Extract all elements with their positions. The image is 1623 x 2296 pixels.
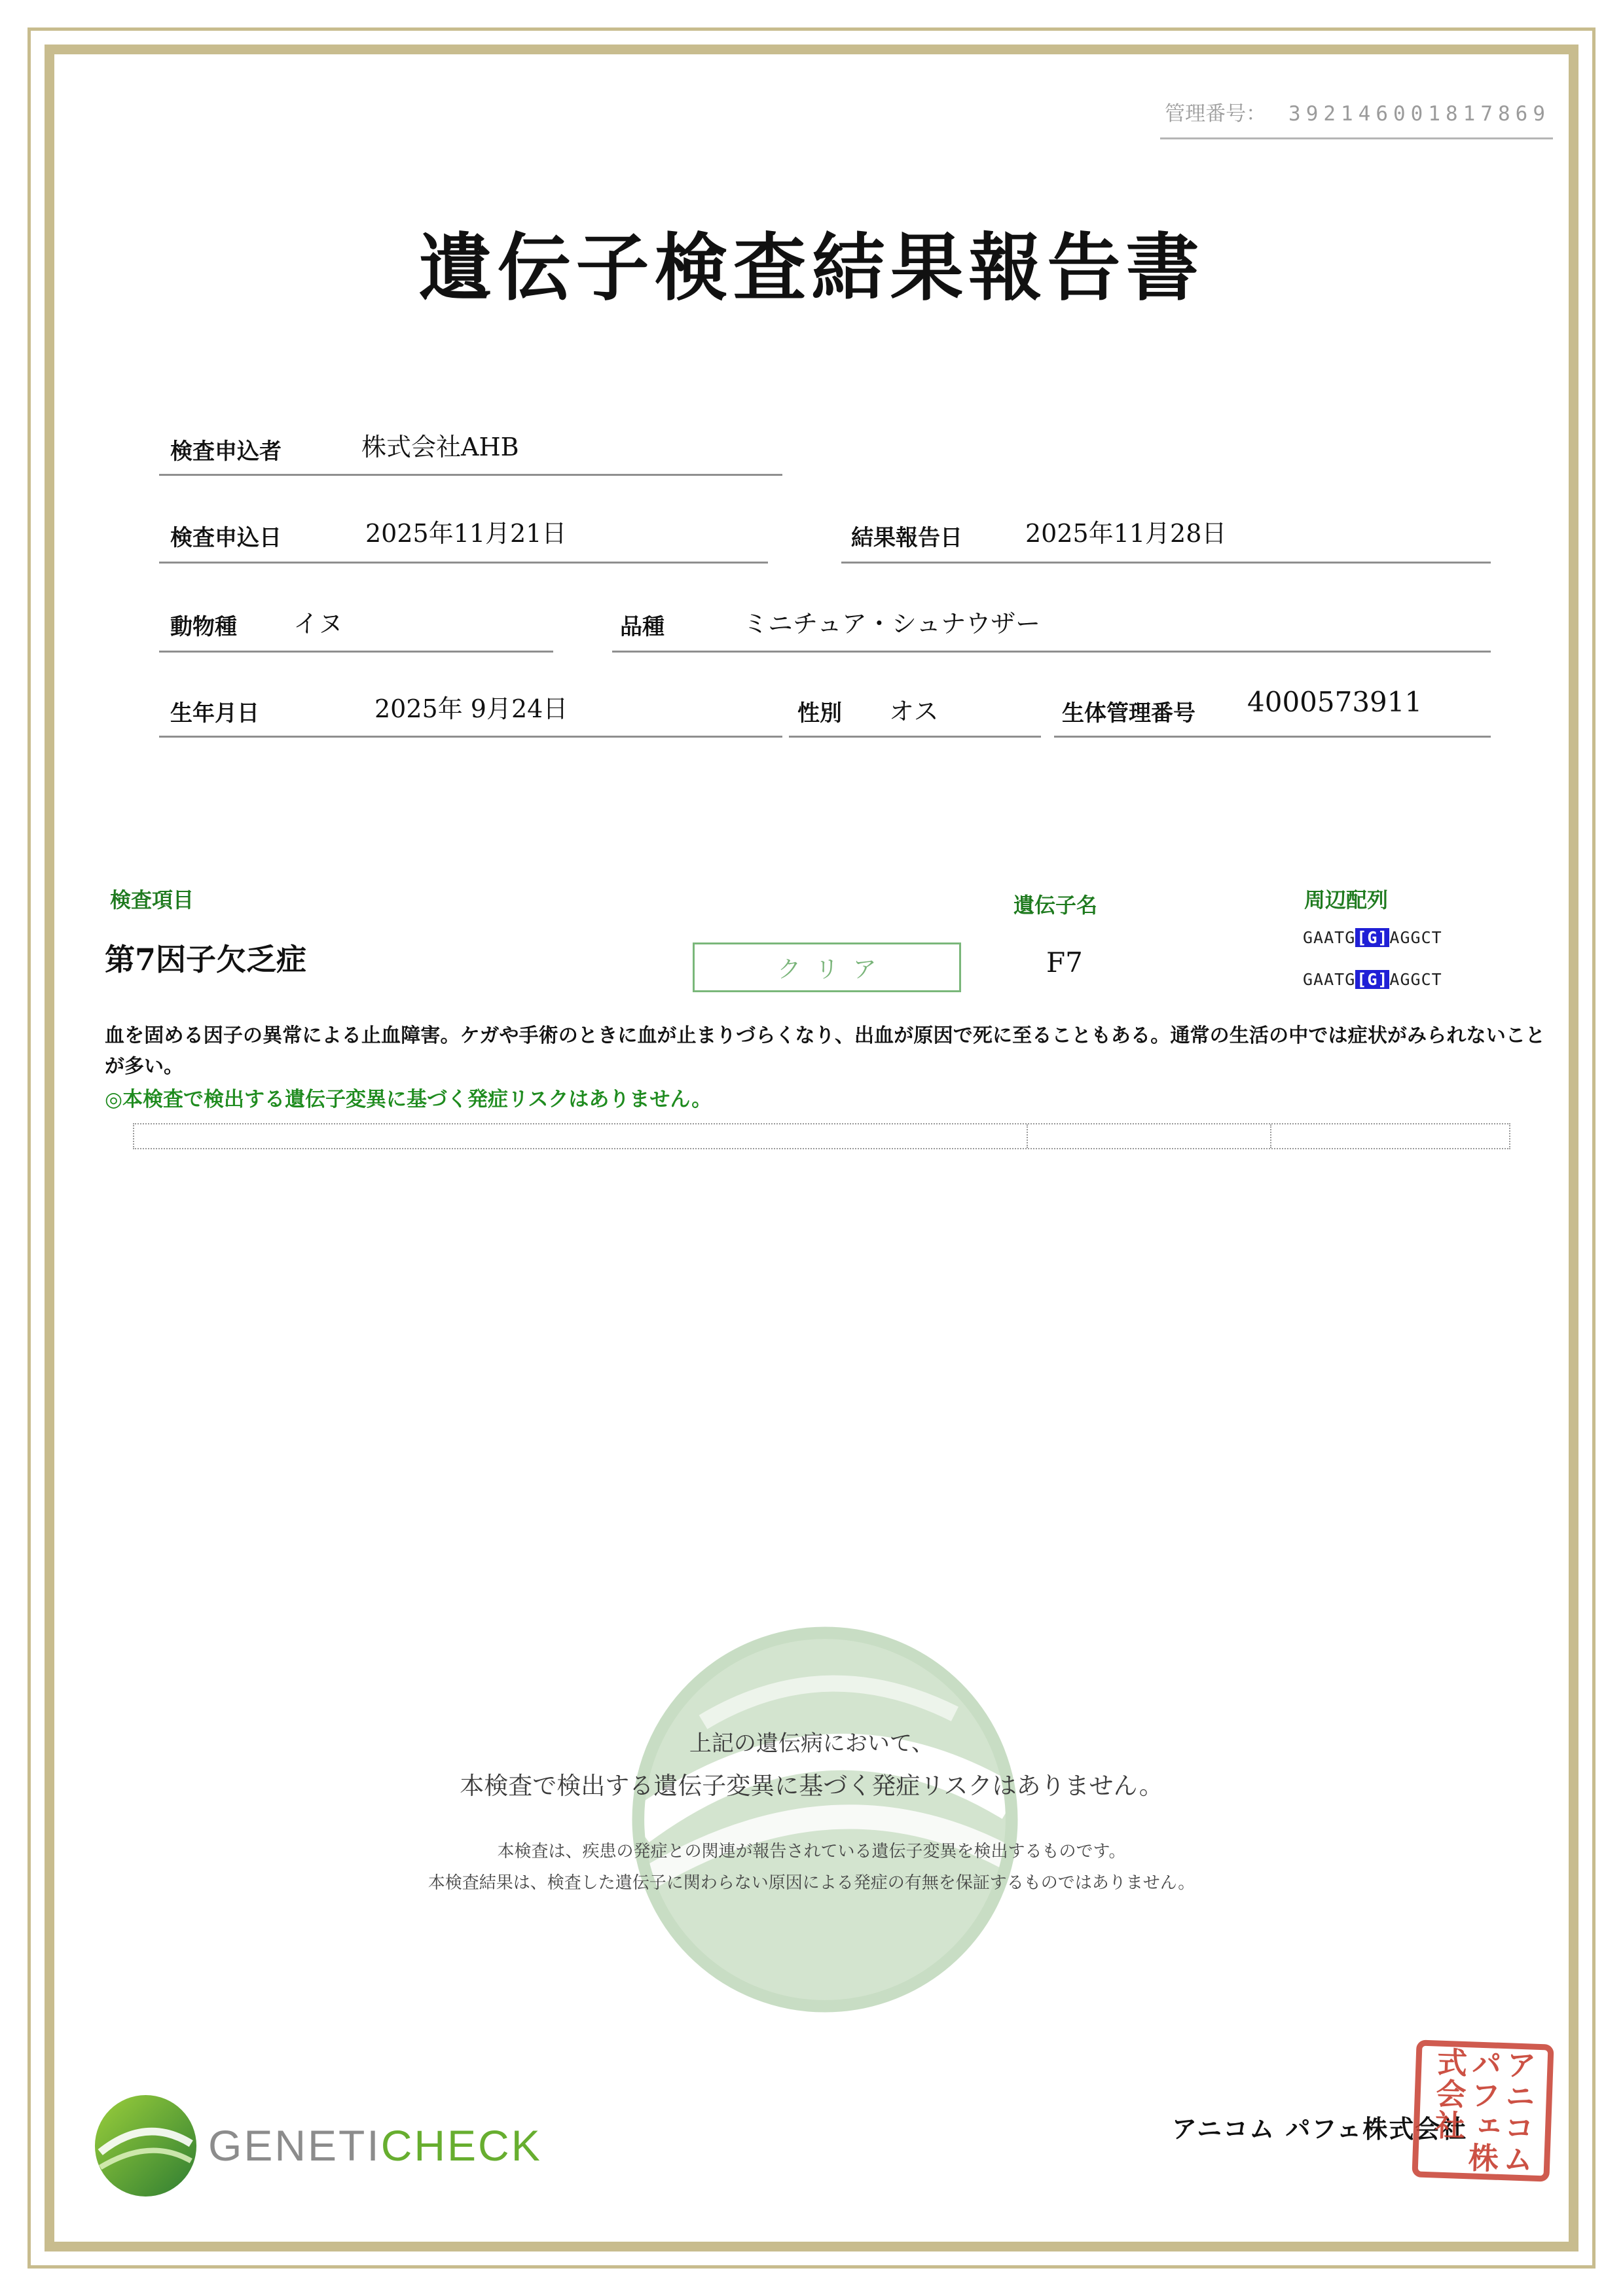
gene-name-value: F7: [1046, 946, 1083, 978]
gene-name-header: 遺伝子名: [1013, 893, 1098, 918]
management-number-row: [0, 97, 1550, 126]
test-item-header: 検査項目: [110, 888, 194, 912]
species-label: 動物種: [170, 614, 237, 640]
species-underline: [159, 651, 553, 653]
animal-id-underline: [1054, 736, 1491, 738]
management-number-value: 392146001817869: [1288, 102, 1550, 126]
dotted-divider: [1027, 1124, 1028, 1148]
disease-description: 血を固める因子の異常による止血障害。ケガや手術のときに血が止まりづらくなり、出血が原因で死に至ることもある。通常の生活の中では症状がみられないことが多い。: [105, 1024, 1545, 1078]
status-badge: [693, 942, 961, 992]
summary-line-2: 本検査で検出する遺伝子変異に基づく発症リスクはありません。: [460, 1772, 1163, 1799]
apply-date-value: 2025年11月21日: [365, 519, 567, 548]
sequence-prefix: GAATG: [1303, 928, 1356, 947]
birth-date-value: 2025年 9月24日: [374, 694, 568, 723]
summary-line-1: 上記の遺伝病において、: [689, 1731, 934, 1756]
sequence-variant-base: [G]: [1357, 928, 1389, 947]
logo-text-geneti: GENETI: [208, 2121, 381, 2170]
sex-label: 性別: [797, 700, 842, 726]
report-date-underline: [841, 562, 1491, 564]
report-date-label: 結果報告日: [851, 525, 962, 551]
apply-date-label: 検査申込日: [170, 525, 282, 551]
empty-result-row: [133, 1123, 1510, 1149]
page-title: 遺伝子検査結果報告書: [418, 225, 1205, 311]
birth-date-label: 生年月日: [170, 700, 259, 726]
sequence-prefix: GAATG: [1303, 970, 1356, 989]
dotted-divider: [1270, 1124, 1271, 1148]
apply-date-underline: [159, 562, 768, 564]
breed-label: 品種: [620, 614, 665, 640]
birth-date-underline: [159, 736, 782, 738]
sequence-variant-base: [G]: [1357, 970, 1389, 989]
company-seal: [1412, 2039, 1554, 2181]
report-date-value: 2025年11月28日: [1025, 519, 1227, 548]
management-number-underline: [1160, 137, 1553, 139]
summary-note-2: 本検査結果は、検査した遺伝子に関わらない原因による発症の有無を保証するものではありません。: [428, 1873, 1195, 1892]
geneticheck-logo-text: [208, 2121, 542, 2170]
sequence-line-1: [1303, 928, 1442, 947]
status-badge-label: クリア: [777, 956, 891, 983]
applicant-label: 検査申込者: [170, 439, 282, 465]
disease-name: 第7因子欠乏症: [105, 942, 307, 977]
animal-id-value: 4000573911: [1247, 686, 1423, 718]
logo-text-check: CHECK: [380, 2121, 542, 2170]
applicant-value: 株式会社AHB: [361, 433, 519, 461]
risk-note: ◎本検査で検出する遺伝子変異に基づく発症リスクはありません。: [105, 1088, 712, 1111]
watermark-logo-icon: [622, 1617, 1028, 2022]
breed-underline: [612, 651, 1491, 653]
summary-note-1: 本検査は、疾患の発症との関連が報告されている遺伝子変異を検出するものです。: [497, 1841, 1126, 1861]
geneticheck-logo-icon: [92, 2092, 200, 2200]
sequence-line-2: [1303, 970, 1442, 989]
sequence-suffix: AGGCT: [1389, 970, 1442, 989]
breed-value: ミニチュア・シュナウザー: [743, 609, 1041, 638]
sequence-header: 周辺配列: [1304, 888, 1389, 912]
management-number-label: 管理番号：: [1165, 102, 1267, 126]
company-name: アニコム パフェ株式会社: [1172, 2114, 1468, 2144]
applicant-underline: [159, 474, 782, 476]
company-seal-text: アニコムパフェ株式会社: [1429, 2046, 1538, 2176]
sex-value: オス: [889, 697, 939, 726]
species-value: イヌ: [293, 609, 344, 638]
sex-underline: [789, 736, 1041, 738]
animal-id-label: 生体管理番号: [1062, 700, 1195, 726]
sequence-suffix: AGGCT: [1389, 928, 1442, 947]
